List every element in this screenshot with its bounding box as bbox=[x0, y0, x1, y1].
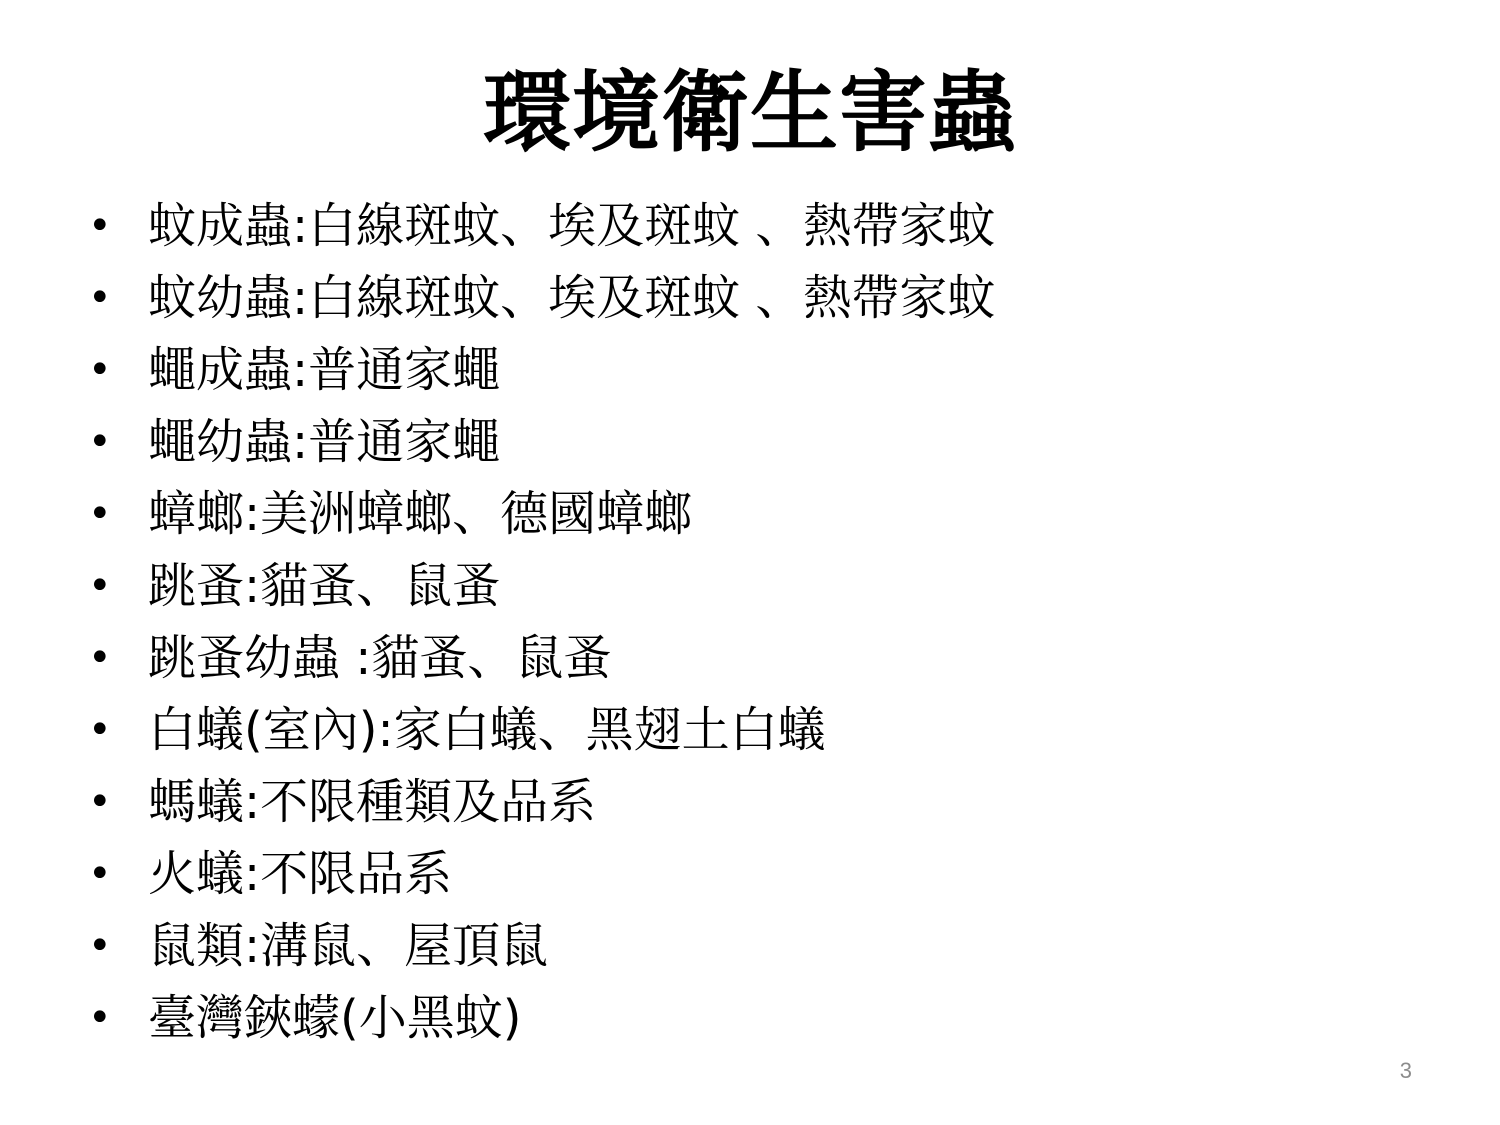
slide-title: 環境衛生害蟲 bbox=[482, 61, 1017, 164]
bullet-text: 跳蚤幼蟲 :貓蚤、鼠蚤 bbox=[148, 630, 612, 686]
bullet-icon: • bbox=[88, 635, 112, 681]
bullet-text: 蠅成蟲:普通家蠅 bbox=[148, 342, 501, 398]
bullet-icon: • bbox=[88, 851, 112, 897]
bullet-icon: • bbox=[88, 203, 112, 249]
bullet-text: 跳蚤:貓蚤、鼠蚤 bbox=[148, 558, 501, 614]
bullet-text: 蟑螂:美洲蟑螂、德國蟑螂 bbox=[148, 486, 693, 542]
bullet-text: 白蟻(室內):家白蟻、黑翅土白蟻 bbox=[148, 702, 826, 758]
bullet-icon: • bbox=[88, 347, 112, 393]
bullet-icon: • bbox=[88, 779, 112, 825]
bullet-text: 蚊成蟲:白線斑蚊、埃及斑蚊 、熱帶家蚊 bbox=[148, 198, 996, 254]
bullet-icon: • bbox=[88, 275, 112, 321]
bullet-icon: • bbox=[88, 707, 112, 753]
bullet-text: 螞蟻:不限種類及品系 bbox=[148, 774, 597, 830]
page-number: 3 bbox=[1399, 1058, 1412, 1083]
bullet-icon: • bbox=[88, 491, 112, 537]
bullet-text: 火蟻:不限品系 bbox=[148, 846, 453, 902]
bullet-text: 鼠類:溝鼠、屋頂鼠 bbox=[148, 918, 549, 974]
bullet-icon: • bbox=[88, 923, 112, 969]
bullet-icon: • bbox=[88, 419, 112, 465]
bullet-icon: • bbox=[88, 563, 112, 609]
bullet-icon: • bbox=[88, 995, 112, 1041]
bullet-text: 蚊幼蟲:白線斑蚊、埃及斑蚊 、熱帶家蚊 bbox=[148, 270, 996, 326]
bullet-text: 臺灣鋏蠓(小黑蚊) bbox=[148, 990, 522, 1046]
bullet-text: 蠅幼蟲:普通家蠅 bbox=[148, 414, 501, 470]
